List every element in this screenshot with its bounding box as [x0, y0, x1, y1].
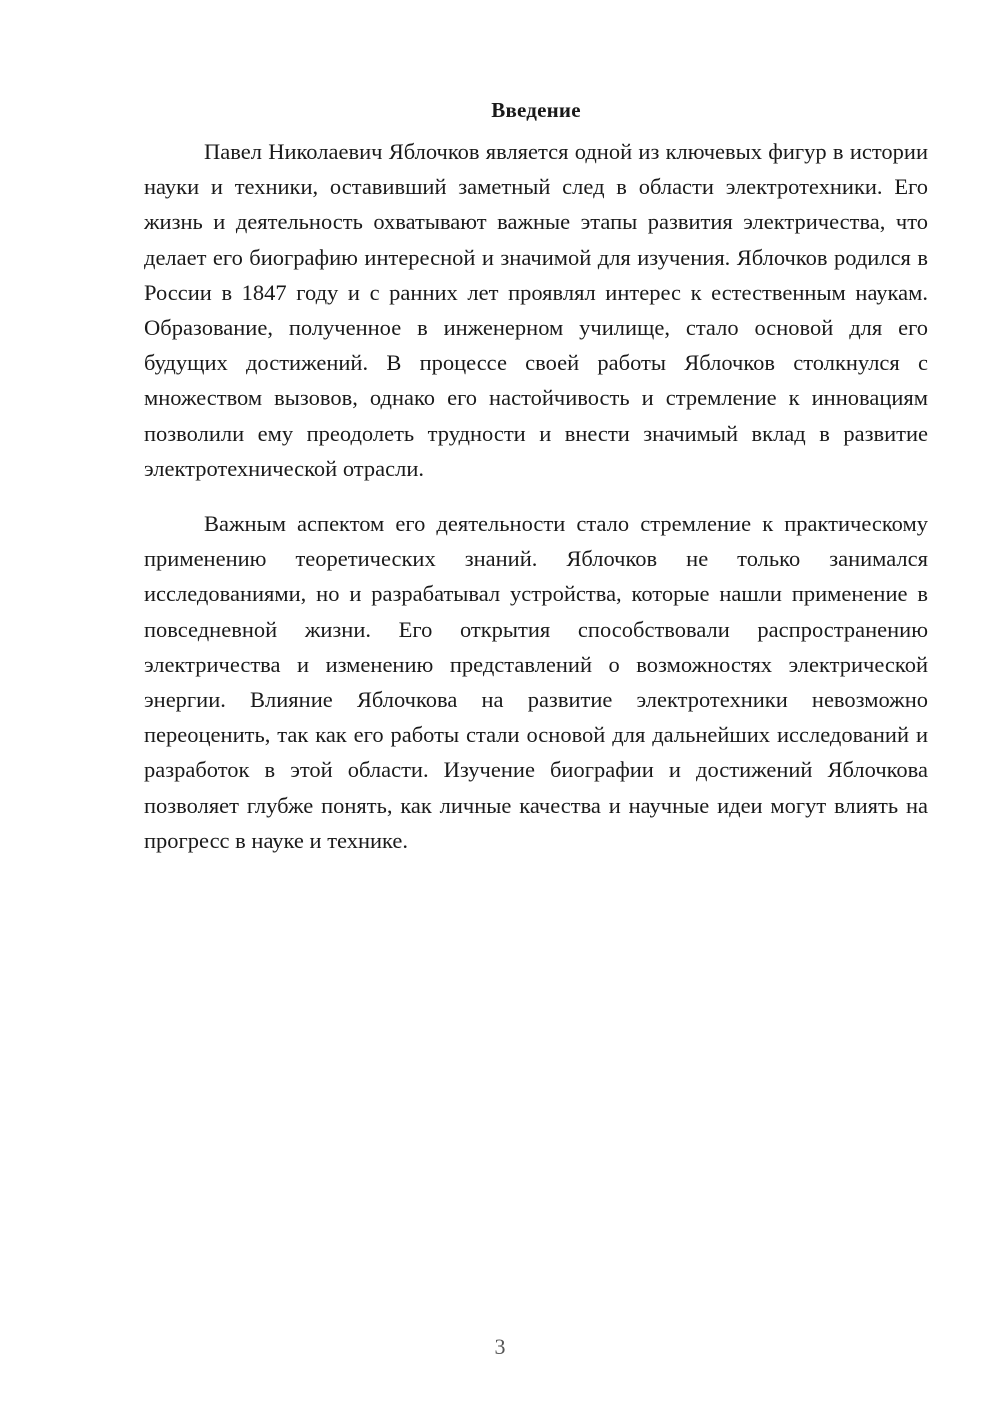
page-number: 3: [494, 1334, 506, 1359]
page-content: [144, 92, 928, 858]
paragraph-1: Павел Николаевич Яблочков является одной из ключевых фигур в истории науки и техники, оставивший заметный след в области электротехники. Его жизнь и деятельность охватывают важные этапы развития электричества, что делает его биографию интересной и значимой для изучения. Яблочков родился в России в 1847 году и с ранних лет проявлял интерес к естественным наукам. Образование, полученное в инженерном училище, стало основой для его будущих достижений. В процессе своей работы Яблочков столкнулся с множеством вызовов, однако его настойчивость и стремление к инновациям позволили ему преодолеть трудности и внести значимый вклад в развитие электротехнической отрасли.: [144, 139, 928, 481]
section-title: Введение: [491, 98, 581, 122]
paragraph-2: Важным аспектом его деятельности стало стремление к практическому применению теоретических знаний. Яблочков не только занимался исследованиями, но и разрабатывал устройства, которые нашли применение в повседневной жизни. Его открытия способствовали распространению электричества и изменению представлений о возможностях электрической энергии. Влияние Яблочкова на развитие электротехники невозможно переоценить, так как его работы стали основой для дальнейших исследований и разработок в этой области. Изучение биографии и достижений Яблочкова позволяет глубже понять, как личные качества и научные идеи могут влиять на прогресс в науке и технике.: [144, 511, 928, 853]
